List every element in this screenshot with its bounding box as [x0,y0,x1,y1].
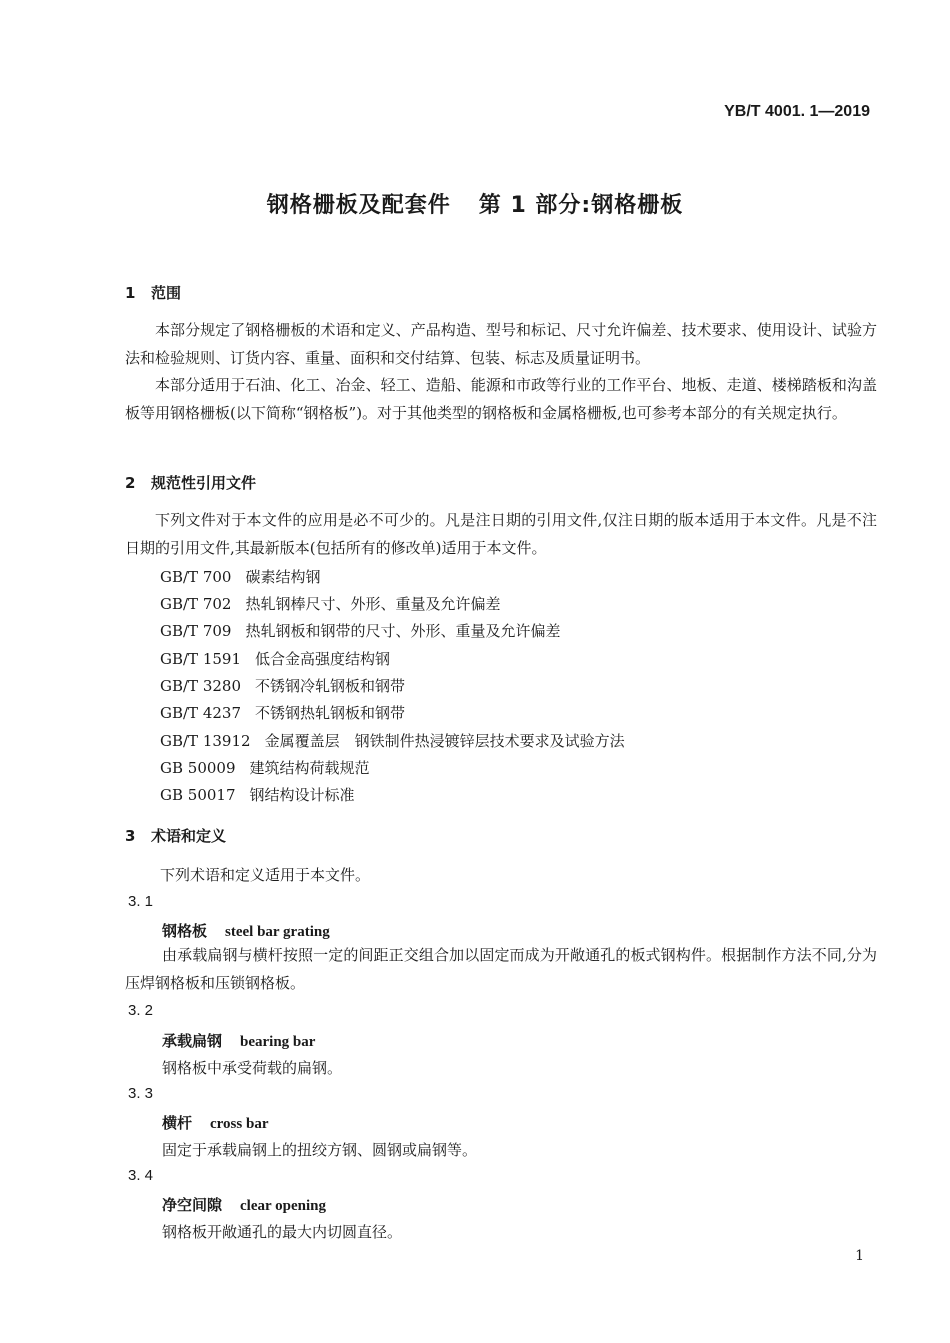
scope-paragraph-1: 本部分规定了钢格栅板的术语和定义、产品构造、型号和标记、尺寸允许偏差、技术要求、使用设计、试验方法和检验规则、订货内容、重量、面积和交付结算、包装、标志及质量证明书。 [125,321,877,367]
reference-item: GB/T 3280 不锈钢冷轧钢板和钢带 [160,677,406,695]
references-intro-paragraph: 下列文件对于本文件的应用是必不可少的。凡是注日期的引用文件,仅注日期的版本适用于本文件。凡是不注日期的引用文件,其最新版本(包括所有的修改单)适用于本文件。 [125,511,877,557]
section-heading-scope: 1 范围 [125,284,182,302]
title-part2: 第 1 部分:钢格栅板 [478,193,684,218]
term-definition: 钢格板中承受荷载的扁钢。 [162,1059,343,1077]
scope-paragraph-2: 本部分适用于石油、化工、冶金、轻工、造船、能源和市政等行业的工作平台、地板、走道、楼梯踏板和沟盖板等用钢格栅板(以下简称“钢格板”)。对于其他类型的钢格板和金属格栅板,也可参考本部分的有关规定执行。 [125,376,877,422]
reference-item: GB/T 709 热轧钢板和钢带的尺寸、外形、重量及允许偏差 [160,622,561,640]
term-heading: 钢格板 steel bar grating [162,922,330,940]
term-number: 3. 3 [128,1085,154,1102]
section-heading-normative-references: 2 规范性引用文件 [125,474,257,492]
term-heading: 横杆 cross bar [162,1114,269,1132]
standard-code: YB/T 4001. 1—2019 [724,103,870,120]
title-part1: 钢格栅板及配套件 [266,193,451,218]
term-number: 3. 1 [128,893,154,910]
page-number: 1 [855,1248,864,1264]
term-definition: 钢格板开敞通孔的最大内切圆直径。 [162,1223,403,1241]
term-number: 3. 2 [128,1002,154,1019]
term-heading: 承载扁钢 bearing bar [162,1032,316,1050]
reference-item: GB/T 1591 低合金高强度结构钢 [160,650,391,668]
term-definition: 由承载扁钢与横杆按照一定的间距正交组合加以固定而成为开敞通孔的板式钢构件。根据制作方法不同,分为压焊钢格板和压锁钢格板。 [125,946,877,992]
section-heading-terms: 3 术语和定义 [125,827,227,845]
reference-item: GB 50009 建筑结构荷载规范 [160,759,370,777]
term-definition: 固定于承载扁钢上的扭绞方钢、圆钢或扁钢等。 [162,1141,478,1159]
term-heading: 净空间隙 clear opening [162,1196,326,1214]
term-number: 3. 4 [128,1167,154,1184]
reference-item: GB 50017 钢结构设计标准 [160,786,355,804]
reference-item: GB/T 13912 金属覆盖层 钢铁制件热浸镀锌层技术要求及试验方法 [160,732,625,750]
reference-item: GB/T 700 碳素结构钢 [160,568,321,586]
reference-item: GB/T 4237 不锈钢热轧钢板和钢带 [160,704,406,722]
reference-item: GB/T 702 热轧钢棒尺寸、外形、重量及允许偏差 [160,595,501,613]
document-title [0,188,950,219]
terms-intro-paragraph: 下列术语和定义适用于本文件。 [160,866,371,884]
